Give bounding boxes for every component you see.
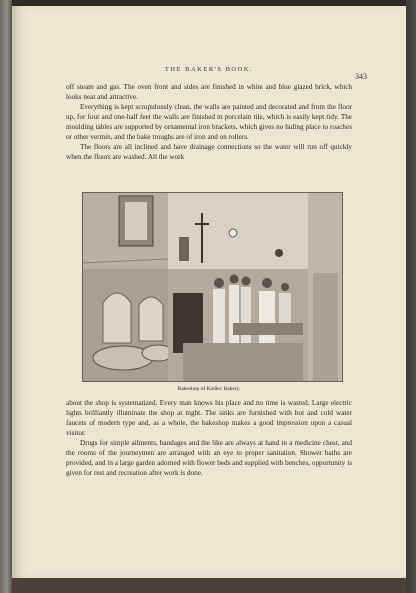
paragraph-cleanliness: Everything is kept scrupulously clean, the walls are painted and decorated and from the floor up, for four and one-half feet the walls are finished in porcelain tile, which is easily kept tidy. The moulding tables are supported by ornamental iron brackets, which gives no hiding place to roaches or other vermin, and the bake troughs are of iron and on rollers. xyxy=(66,103,352,142)
figure-caption: Bakeshop of Kadlec Bakery. xyxy=(177,386,241,392)
body-text-bottom xyxy=(66,398,352,478)
book-spine-edge xyxy=(0,0,12,593)
running-head: THE BAKER'S BOOK. xyxy=(164,66,254,73)
page-edge-right xyxy=(406,0,416,593)
paragraph-floors: The floors are all inclined and have drainage connections so the water will run off quickly when the floors are washed. All the work xyxy=(66,143,352,162)
page-bottom-shadow xyxy=(12,578,406,593)
paragraph-continuation: off steam and gas. The oven front and sides are finished in white and blue glazed brick, which looks neat and attractive. xyxy=(66,83,352,102)
book-page xyxy=(12,6,406,578)
paragraph-drugs: Drugs for simple ailments, bandages and the like are always at hand in a medicine chest, and the rooms of the journeymen are arranged with an eye to proper sanitation. Shower baths are provided, and in a large garden adorned with flower beds and supplied with benches, opportunity is given for rest and recreation after work is done. xyxy=(66,439,352,478)
paragraph-systematized: about the shop is systematized. Every man knows his place and no time is wasted. Large electric lights brilliantly illuminate the shop at night. The sinks are furnished with hot and cold water faucets of modern type and, as a whole, the bakeshop makes a good impression upon a casual visitor. xyxy=(66,399,352,438)
body-text-top xyxy=(66,82,352,162)
bakeshop-photograph xyxy=(82,192,343,382)
page-number: 343 xyxy=(355,72,367,81)
